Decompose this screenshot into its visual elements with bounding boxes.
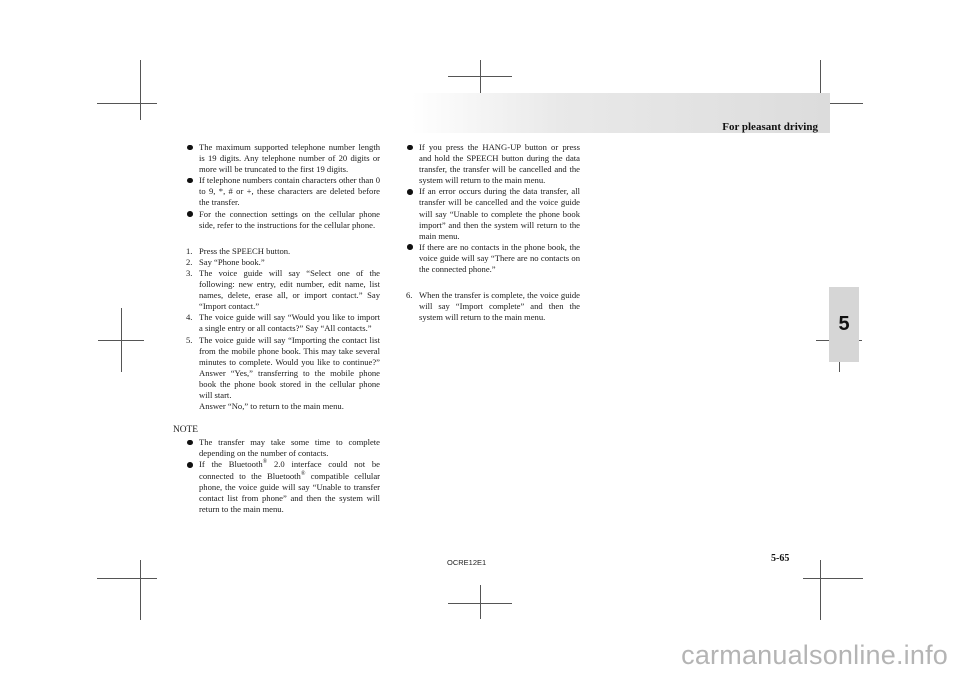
left-column [173, 142, 380, 515]
crop-mark [97, 103, 157, 104]
step-text: The voice guide will say “Would you like to import a single entry or all contacts?” Say “All contacts.” [199, 312, 380, 334]
bullet-item: For the connection settings on the cellular phone side, refer to the instructions for the cellular phone. [186, 209, 380, 231]
step-number: 4. [186, 312, 193, 323]
registered-mark: ® [262, 459, 268, 466]
step-text: Say “Phone book.” [199, 256, 265, 267]
note-item: The transfer may take some time to complete depending on the number of contacts. [186, 437, 380, 459]
crop-mark [97, 578, 157, 579]
crop-mark [803, 578, 863, 579]
bullet-item: If an error occurs during the data transfer, all transfer will be cancelled and the voice guide will say “Unable to complete the phone book import” and then the system will return to the main menu. [406, 186, 580, 241]
bullet-item: If telephone numbers contain characters other than 0 to 9, *, # or +, these characters are deleted before the transfer. [186, 175, 380, 208]
step-item [406, 290, 580, 323]
note-block [186, 437, 380, 515]
crop-mark [140, 60, 141, 120]
registered-mark: ® [300, 470, 306, 477]
step-item [186, 246, 380, 257]
step-number: 3. [186, 267, 193, 278]
crop-mark [140, 560, 141, 620]
step-number: 5. [186, 334, 193, 345]
step-list [406, 290, 580, 323]
page-number: 5-65 [771, 553, 790, 564]
page-code: OCRE12E1 [447, 558, 487, 567]
section-title: For pleasant driving [722, 121, 818, 133]
chapter-tab [829, 287, 859, 362]
note-label: NOTE [173, 425, 198, 436]
crop-mark [820, 560, 821, 620]
bullet-item: If there are no contacts in the phone book, the voice guide will say “There are no contacts on the connected phone.” [406, 242, 580, 275]
registration-mark [121, 308, 122, 372]
chapter-number: 5 [838, 313, 850, 335]
registration-mark [480, 585, 481, 619]
bullet-item: The maximum supported telephone number length is 19 digits. Any telephone number of 20 digits or more will be truncated to the first 19 digits. [186, 142, 380, 175]
step-item [186, 268, 380, 312]
step-text: The voice guide will say “Select one of the following: new entry, edit number, edit name, list names, delete, erase all, or import contact.” Say “Import contact.” [199, 267, 380, 312]
step-item [186, 257, 380, 268]
step-text: Press the SPEECH button. [199, 245, 291, 256]
step-text: When the transfer is complete, the voice guide will say “Import complete” and then the system will return to the main menu. [419, 290, 580, 323]
watermark: carmanualsonline.info [681, 640, 948, 670]
step-text: The voice guide will say “Importing the contact list from the mobile phone book. This may take several minutes to complete. Would you like to continue?” Answer “Yes,” transferring to the mobile phone book the phone book stored in the cellular phone will start. [199, 334, 380, 400]
step-extra-text: Answer “No,” to return to the main menu. [199, 401, 344, 412]
step-item [186, 335, 380, 413]
step-number: 1. [186, 245, 193, 256]
step-number: 2. [186, 256, 193, 267]
step-number: 6. [406, 290, 413, 301]
step-item [186, 312, 380, 334]
right-column [406, 142, 580, 323]
bullet-item: If you press the HANG-UP button or press and hold the SPEECH button during the data transfer, the transfer will be cancelled and the system will return to the main menu. [406, 142, 580, 186]
step-list [186, 246, 380, 412]
registration-mark [480, 60, 481, 94]
note-item: If the Bluetooth® 2.0 interface could not be connected to the Bluetooth® compatible cellular phone, the voice guide will say “Unable to transfer contact list from phone” and then the system will return to the main menu. [186, 459, 380, 514]
